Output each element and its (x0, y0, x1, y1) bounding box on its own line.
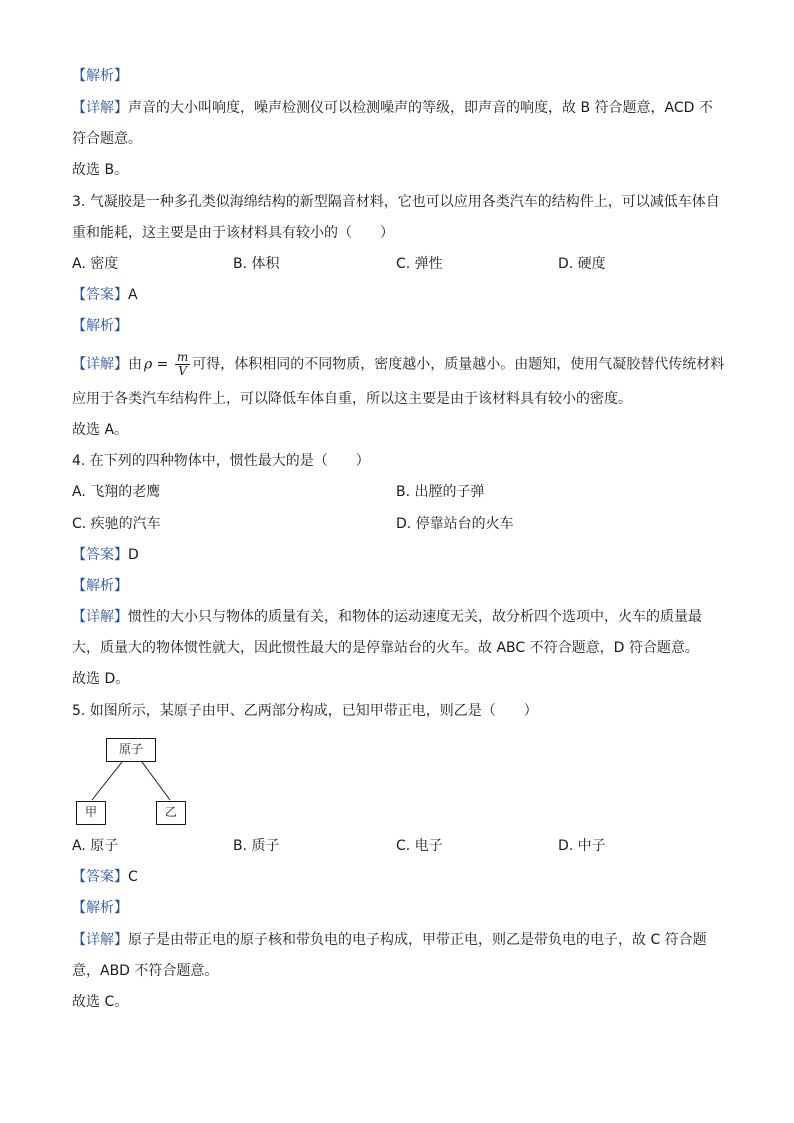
q5-stem: 5. 如图所示，某原子由甲、乙两部分构成，已知甲带正电，则乙是（ ） (72, 703, 538, 719)
q4-option-d: D. 停靠站台的火车 (396, 516, 514, 532)
q5-answer: 【答案】C (72, 869, 138, 885)
q3-stem-line1: 3. 气凝胶是一种多孔类似海绵结构的新型隔音材料，它也可以应用各类汽车的结构件上，可以减低车体自 (72, 194, 720, 210)
q4-detail-line2: 大，质量大的物体惯性就大，因此惯性最大的是停靠站台的火车。故 ABC 不符合题意，D 符合题意。 (72, 640, 699, 656)
q3-stem-line2: 重和能耗，这主要是由于该材料具有较小的（ ） (72, 225, 394, 241)
q5-detail-line1: 【详解】原子是由带正电的原子核和带负电的电子构成，甲带正电，则乙是带负电的电子，故 C 符合题 (72, 932, 707, 948)
q4-option-a: A. 飞翔的老鹰 (72, 484, 161, 500)
q3-option-c: C. 弹性 (396, 256, 443, 272)
q4-analysis-label: 【解析】 (72, 578, 128, 594)
q4-stem: 4. 在下列的四种物体中，惯性最大的是（ ） (72, 453, 370, 469)
q2-analysis-label: 【解析】 (72, 68, 128, 84)
q3-conclusion: 故选 A。 (72, 422, 129, 438)
q5-option-d: D. 中子 (558, 838, 606, 854)
q5-option-a: A. 原子 (72, 838, 119, 854)
diagram-root-box: 原子 (106, 738, 156, 762)
q3-detail-line1: 【详解】由 ρ = $\frac{m}{V}$ 可得，体积相同的不同物质，密度越小，质量越小。由题知，使用气凝胶替代传统材料 (72, 350, 725, 378)
connector-left (92, 762, 122, 800)
q5-analysis-label: 【解析】 (72, 900, 128, 916)
q4-detail-line1: 【详解】惯性的大小只与物体的质量有关，和物体的运动速度无关，故分析四个选项中，火车的质量最 (72, 609, 702, 625)
q4-answer: 【答案】D (72, 547, 139, 563)
q5-conclusion: 故选 C。 (72, 994, 129, 1010)
diagram-left-box: 甲 (76, 801, 106, 825)
formula-fraction: $\frac{m}{V}$ (176, 350, 189, 378)
q4-option-c: C. 疾驰的汽车 (72, 516, 161, 532)
q3-option-a: A. 密度 (72, 256, 119, 272)
q2-detail-line1: 【详解】声音的大小叫响度，噪声检测仪可以检测噪声的等级，即声音的响度，故 B 符合题意，ACD 不 (72, 100, 713, 116)
q5-option-b: B. 质子 (233, 838, 280, 854)
density-formula: ρ = $\frac{m}{V}$ (144, 350, 189, 378)
q4-conclusion: 故选 D。 (72, 671, 130, 687)
q2-detail-line2: 符合题意。 (72, 131, 142, 147)
q2-conclusion: 故选 B。 (72, 162, 129, 178)
q3-answer: 【答案】A (72, 287, 138, 303)
q5-option-c: C. 电子 (396, 838, 443, 854)
connector-right (142, 762, 170, 800)
atom-structure-diagram (72, 734, 192, 829)
q3-option-d: D. 硬度 (558, 256, 606, 272)
q5-detail-line2: 意，ABD 不符合题意。 (72, 963, 219, 979)
diagram-right-box: 乙 (156, 801, 186, 825)
q3-detail-line2: 应用于各类汽车结构件上，可以降低车体自重，所以这主要是由于该材料具有较小的密度。 (72, 391, 632, 407)
q4-option-b: B. 出膛的子弹 (396, 484, 485, 500)
q3-option-b: B. 体积 (233, 256, 280, 272)
q3-analysis-label: 【解析】 (72, 318, 128, 334)
